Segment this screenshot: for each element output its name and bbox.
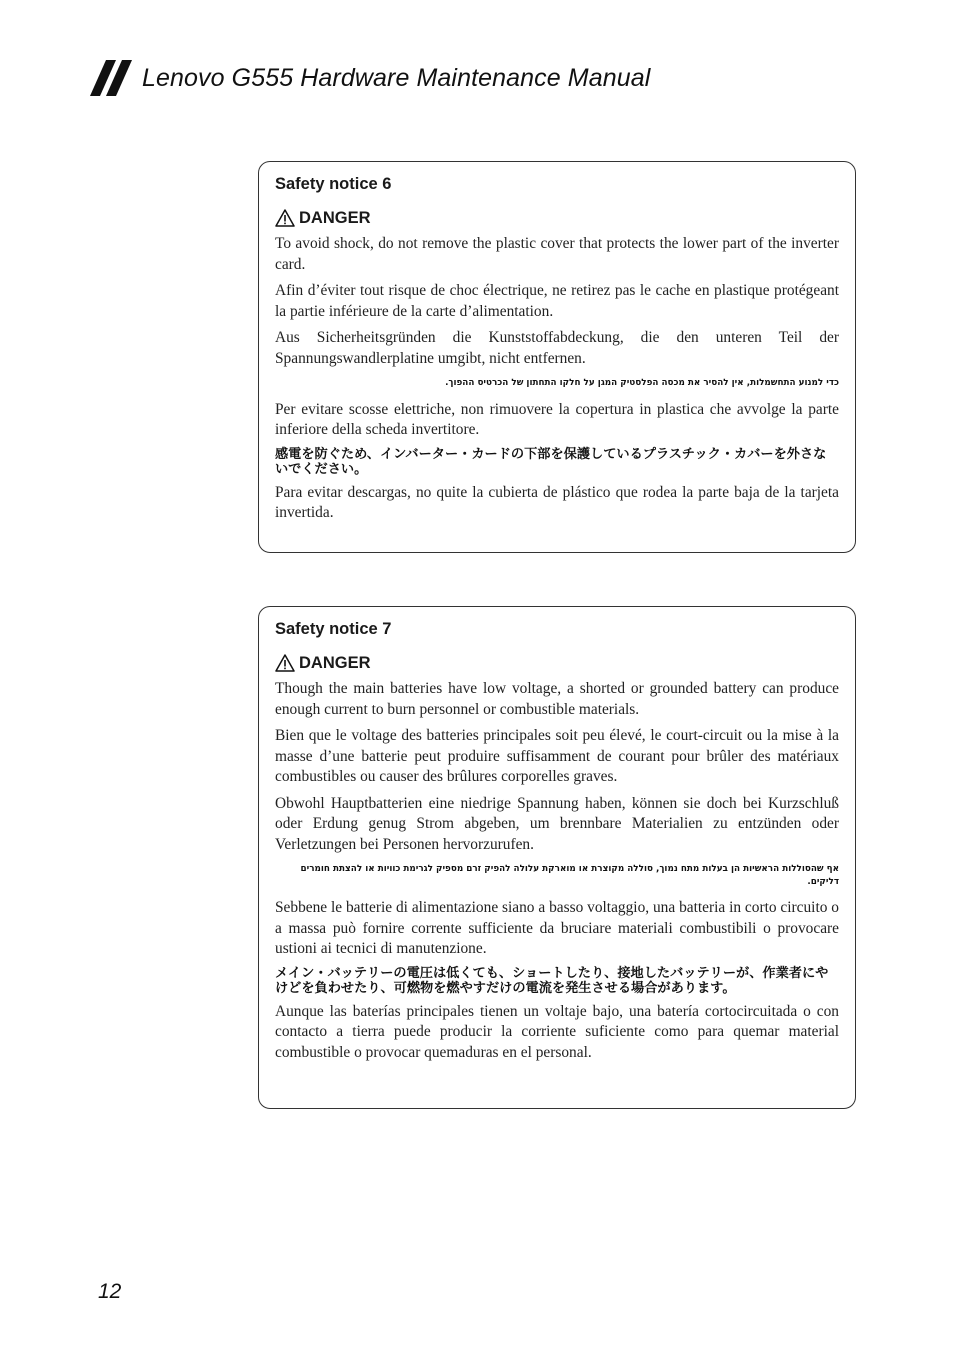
notice-text-en: Though the main batteries have low voltage, a shorted or grounded battery can produce enough current to burn personnel or combustible materials. [275,680,839,718]
safety-notice-7-box [258,606,856,1109]
notice-text-fr: Bien que le voltage des batteries principales soit peu élevé, le court-circuit ou la mise à la masse d’une batterie peut produire suffisamment de courant pour brûler des matériaux combustibles ou causer des brûlures corporelles graves. [275,727,839,785]
danger-label: DANGER [299,209,371,227]
notice-text-he: אף שהסוללות הראשיות הן בעלות מתח נמוך, סוללה מקוצרת או מוארקת עלולה להפיק זרם מספיק לגרימת כוויות או להצתת חומרים דליקים. [300,864,839,887]
notice-text-de: Aus Sicherheitsgründen die Kunststoffabdeckung, die den unteren Teil der Spannungswandlerplatine umgibt, nicht entfernen. [275,329,839,367]
notice-title: Safety notice 7 [275,620,392,638]
notice-text-it: Per evitare scosse elettriche, non rimuovere la copertura in plastica che avvolge la parte inferiore della scheda invertitore. [275,400,839,438]
notice-text-he: כדי למנוע התחשמלות, אין להסיר את מכסה הפלסטיק המגן על חלקו התחתון של הכרטיס ההפוך. [445,378,839,388]
double-slash-logo-icon [90,60,136,96]
warning-triangle-icon [275,209,295,227]
notice-text-it: Sebbene le batterie di alimentazione siano a basso voltaggio, una batteria in corto circuito o a massa può fornire corrente sufficiente da bruciare materiali combustibili o provocare ustioni ai tecnici di manutenzione. [275,899,839,957]
notice-text-es: Aunque las baterías principales tienen un voltaje bajo, una batería cortocircuitada o con contacto a tierra puede producir la corriente suficiente como para quemar material combustible o provocar quemaduras en el personal. [275,1002,839,1061]
notice-text-de: Obwohl Hauptbatterien eine niedrige Spannung haben, können sie doch bei Kurzschluß oder Erdung genug Strom abgeben, um brennbare Materialien zu entzünden oder Verletzungen bei Personen hervorzurufen. [275,794,839,853]
notice-text-en: To avoid shock, do not remove the plastic cover that protects the lower part of the inverter card. [275,235,839,273]
notice-text-fr: Afin d’éviter tout risque de choc électrique, ne retirez pas le cache en plastique protégeant la partie inférieure de la carte d’alimentation. [275,282,839,320]
notice-text-ja: 感電を防ぐため、インバーター・カードの下部を保護しているプラスチック・カバーを外さないでください。 [275,446,827,477]
danger-label: DANGER [299,654,371,672]
danger-heading [275,208,839,228]
warning-triangle-icon [275,654,295,672]
danger-heading [275,653,839,673]
manual-title: Lenovo G555 Hardware Maintenance Manual [142,63,651,92]
page-number: 12 [98,1280,122,1303]
notice-text-es: Para evitar descargas, no quite la cubierta de plástico que rodea la parte baja de la tarjeta invertida. [275,483,839,521]
notice-title: Safety notice 6 [275,175,392,193]
notice-text-ja: メイン・バッテリーの電圧は低くても、ショートしたり、接地したバッテリーが、作業者にやけどを負わせたり、可燃物を燃やすだけの電流を発生させる場合があります。 [275,965,829,996]
page-header [90,60,650,96]
safety-notice-6-box [258,161,856,553]
